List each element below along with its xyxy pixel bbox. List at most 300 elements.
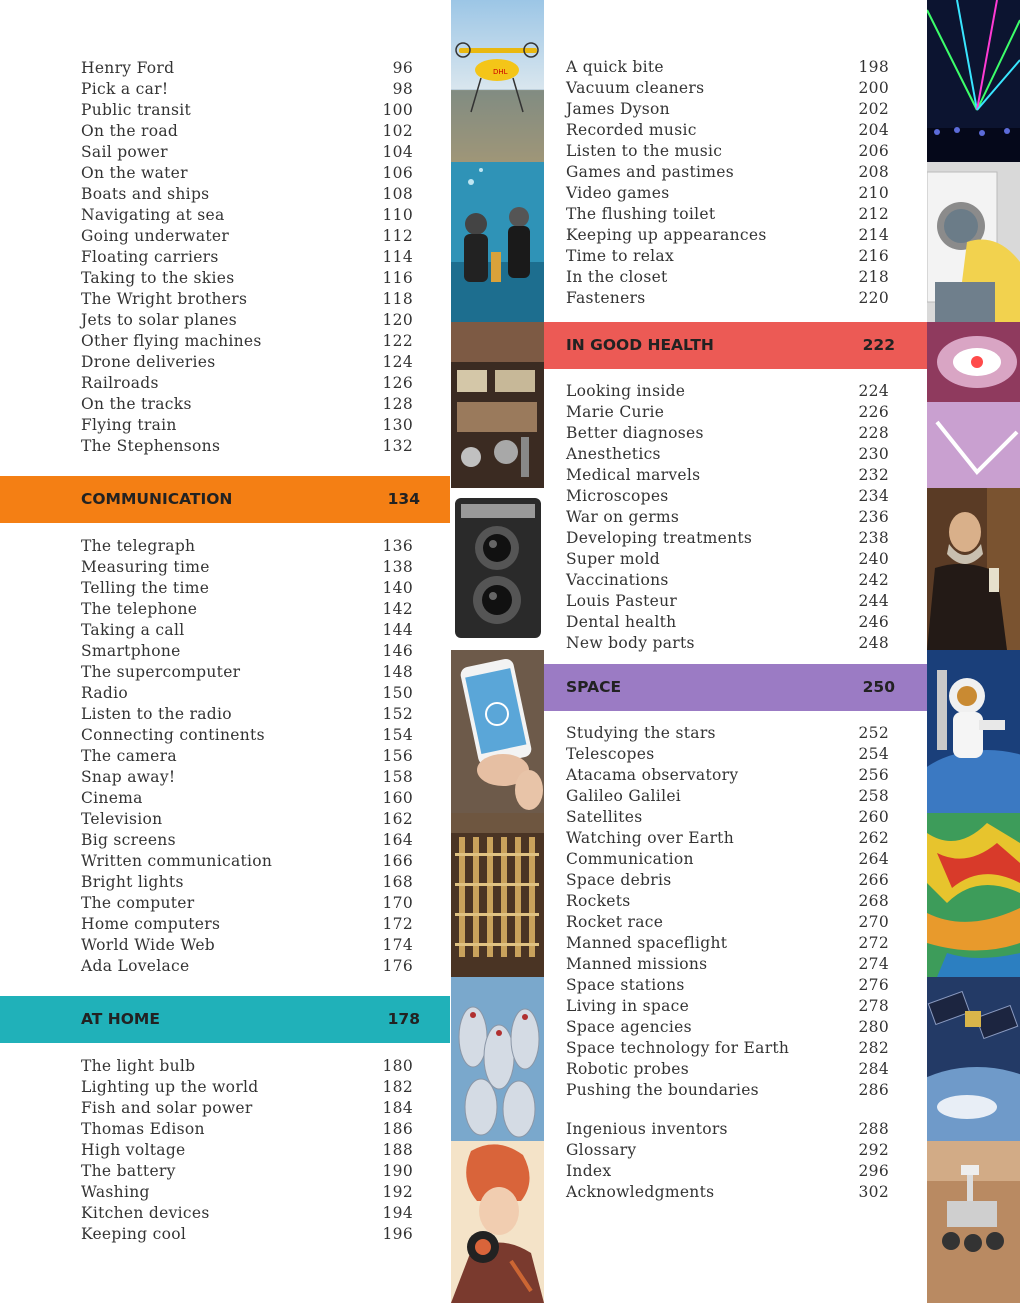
toc-entry-page: 212 [858, 205, 889, 223]
toc-entry-title: Floating carriers [81, 248, 219, 266]
toc-entry-page: 132 [382, 437, 413, 455]
toc-entry-page: 248 [858, 634, 889, 652]
toc-entry-title: Vaccinations [566, 571, 669, 589]
toc-entry-title: Robotic probes [566, 1060, 689, 1078]
toc-entry-page: 264 [858, 850, 889, 868]
toc-entry-title: Smartphone [81, 642, 181, 660]
toc-entry-title: Better diagnoses [566, 424, 704, 442]
toc-entry [566, 1038, 889, 1059]
toc-entry-page: 278 [858, 997, 889, 1015]
toc-entry-title: Satellites [566, 808, 643, 826]
toc-entry-page: 282 [858, 1039, 889, 1057]
toc-entry [81, 557, 413, 578]
toc-entry [566, 633, 889, 654]
toc-entry-page: 114 [382, 248, 413, 266]
toc-entry-page: 272 [858, 934, 889, 952]
toc-entry-page: 216 [858, 247, 889, 265]
toc-entry-page: 252 [858, 724, 889, 742]
toc-entry-page: 142 [382, 600, 413, 618]
toc-entry-page: 146 [382, 642, 413, 660]
toc-entry [81, 599, 413, 620]
toc-entry [81, 1077, 413, 1098]
section-page: 178 [387, 1010, 420, 1028]
toc-entry [566, 381, 889, 402]
toc-entry [566, 723, 889, 744]
toc-entry-title: Railroads [81, 374, 159, 392]
toc-entry [81, 205, 413, 226]
toc-entry-page: 98 [392, 80, 413, 98]
toc-entry-title: Flying train [81, 416, 177, 434]
toc-entry [566, 267, 889, 288]
toc-entry-title: New body parts [566, 634, 695, 652]
art-deco-poster-illustration [451, 1141, 544, 1303]
toc-entry-title: Fish and solar power [81, 1099, 253, 1117]
toc-entry-page: 150 [382, 684, 413, 702]
toc-entry-title: Index [566, 1162, 612, 1180]
toc-entry-page: 138 [382, 558, 413, 576]
toc-entry-title: Glossary [566, 1141, 637, 1159]
toc-entry-page: 254 [858, 745, 889, 763]
astronaut-spacewalk-photo [927, 650, 1020, 813]
toc-entry [81, 1119, 413, 1140]
toc-entry-title: Radio [81, 684, 128, 702]
toc-entry-title: Recorded music [566, 121, 697, 139]
toc-entry [81, 121, 413, 142]
toc-entry-page: 284 [858, 1060, 889, 1078]
center-photo-strip [451, 0, 544, 1303]
toc-entry [566, 57, 889, 78]
toc-entry-title: On the tracks [81, 395, 192, 413]
scuba-divers-photo [451, 162, 544, 322]
toc-entry-title: Other flying machines [81, 332, 262, 350]
toc-entry-page: 194 [382, 1204, 413, 1222]
toc-entry-page: 96 [392, 59, 413, 77]
toc-entry [566, 1017, 889, 1038]
toc-entry-page: 180 [382, 1057, 413, 1075]
toc-entry-title: In the closet [566, 268, 668, 286]
toc-entry [566, 570, 889, 591]
toc-entry-title: Looking inside [566, 382, 686, 400]
toc-entry [566, 99, 889, 120]
toc-entry [81, 809, 413, 830]
toc-entry-page: 286 [858, 1081, 889, 1099]
toc-entry-title: World Wide Web [81, 936, 216, 954]
toc-entry-title: Galileo Galilei [566, 787, 682, 805]
louis-pasteur-painting [927, 488, 1020, 650]
toc-entry-title: Going underwater [81, 227, 230, 245]
toc-entry [81, 704, 413, 725]
toc-entry [81, 914, 413, 935]
toc-entry [566, 996, 889, 1017]
toc-entry [81, 226, 413, 247]
toc-entry-title: Public transit [81, 101, 192, 119]
toc-entry-title: Jets to solar planes [81, 311, 238, 329]
toc-entry-title: Atacama observatory [566, 766, 739, 784]
toc-entry-title: The battery [81, 1162, 176, 1180]
toc-entry [566, 486, 889, 507]
toc-entry [81, 415, 413, 436]
toc-entry [81, 872, 413, 893]
toc-entry [81, 1224, 413, 1245]
toc-entry-title: High voltage [81, 1141, 186, 1159]
toc-entry-page: 112 [382, 227, 413, 245]
toc-entry [566, 120, 889, 141]
toc-entry-title: Pick a car! [81, 80, 169, 98]
toc-entry-title: Acknowledgments [566, 1183, 715, 1201]
toc-entry-page: 158 [382, 768, 413, 786]
toc-entry [81, 725, 413, 746]
toc-entry [81, 331, 413, 352]
toc-entry-title: Sail power [81, 143, 168, 161]
toc-entry [566, 1119, 889, 1140]
section-page: 134 [387, 490, 420, 508]
toc-entry [81, 893, 413, 914]
toc-entry-page: 130 [382, 416, 413, 434]
toc-entry [81, 851, 413, 872]
toc-entry [81, 746, 413, 767]
toc-entry-page: 104 [382, 143, 413, 161]
toc-entry-page: 160 [382, 789, 413, 807]
section-page: 222 [862, 336, 895, 354]
toc-entry-page: 154 [382, 726, 413, 744]
toc-entry [566, 528, 889, 549]
toc-entry-title: Thomas Edison [81, 1120, 205, 1138]
toc-entry-title: Keeping up appearances [566, 226, 767, 244]
toc-entry-page: 192 [382, 1183, 413, 1201]
toc-entry-page: 144 [382, 621, 413, 639]
toc-entry-title: The Wright brothers [81, 290, 248, 308]
toc-entry-title: Kitchen devices [81, 1204, 210, 1222]
toc-entry [81, 394, 413, 415]
section-title: COMMUNICATION [81, 490, 233, 508]
toc-entry-title: Lighting up the world [81, 1078, 259, 1096]
smartphone-fingerprint-photo [451, 650, 544, 813]
toc-entry-page: 214 [858, 226, 889, 244]
toc-entry [81, 100, 413, 121]
toc-entry-page: 120 [382, 311, 413, 329]
svg-text:DHL: DHL [493, 68, 508, 76]
toc-entry-page: 116 [382, 269, 413, 287]
toc-entry [566, 933, 889, 954]
laser-light-show-photo [927, 0, 1020, 162]
toc-entry-page: 102 [382, 122, 413, 140]
toc-entry-title: Super mold [566, 550, 660, 568]
toc-entry [566, 141, 889, 162]
toc-entry [566, 591, 889, 612]
toc-entry-page: 152 [382, 705, 413, 723]
toc-entry-title: Written communication [81, 852, 273, 870]
toc-entry-title: Boats and ships [81, 185, 210, 203]
toc-entry-page: 270 [858, 913, 889, 931]
section-band-in-good-health [544, 322, 927, 369]
toc-entry [566, 1161, 889, 1182]
toc-entry-page: 280 [858, 1018, 889, 1036]
toc-entry-page: 224 [858, 382, 889, 400]
toc-entry-page: 106 [382, 164, 413, 182]
toc-entry-title: War on germs [566, 508, 680, 526]
toc-entry-title: Studying the stars [566, 724, 716, 742]
toc-entry-title: Medical marvels [566, 466, 701, 484]
toc-entry-title: The telephone [81, 600, 198, 618]
toc-entry-title: Watching over Earth [566, 829, 734, 847]
toc-entry [566, 549, 889, 570]
toc-entry [81, 352, 413, 373]
toc-entry-page: 136 [382, 537, 413, 555]
toc-entry-title: Television [81, 810, 163, 828]
toc-entry-title: Anesthetics [566, 445, 661, 463]
toc-entry-page: 238 [858, 529, 889, 547]
toc-entry-title: Taking a call [81, 621, 185, 639]
toc-entry-page: 122 [382, 332, 413, 350]
toc-entry-title: Bright lights [81, 873, 184, 891]
toc-entry-title: Big screens [81, 831, 176, 849]
toc-entry [566, 183, 889, 204]
toc-entry-page: 208 [858, 163, 889, 181]
toc-entry-page: 262 [858, 829, 889, 847]
toc-entry-page: 296 [858, 1162, 889, 1180]
toc-entry [81, 662, 413, 683]
toc-entry [566, 612, 889, 633]
toc-entry-page: 288 [858, 1120, 889, 1138]
toc-entry-title: Living in space [566, 997, 690, 1015]
toc-entry [566, 162, 889, 183]
satellite-over-earth-photo [927, 977, 1020, 1141]
toc-entry-page: 228 [858, 424, 889, 442]
surgical-lamp-photo [927, 322, 1020, 488]
toc-entry-title: Fasteners [566, 289, 646, 307]
toc-entry-title: Taking to the skies [81, 269, 235, 287]
toc-entry [81, 641, 413, 662]
toc-entry-page: 230 [858, 445, 889, 463]
section-title: SPACE [566, 678, 622, 696]
toc-entry-title: Listen to the music [566, 142, 723, 160]
toc-entry-page: 196 [382, 1225, 413, 1243]
toc-entry [81, 142, 413, 163]
toc-entry-title: Games and pastimes [566, 163, 734, 181]
toc-entry-page: 256 [858, 766, 889, 784]
toc-entry-title: The telegraph [81, 537, 196, 555]
toc-entry-title: Microscopes [566, 487, 669, 505]
toc-entry-title: Connecting continents [81, 726, 265, 744]
fish-market-photo [451, 977, 544, 1141]
ship-control-panel-photo [451, 322, 544, 488]
toc-entry-page: 188 [382, 1141, 413, 1159]
toc-entry-page: 292 [858, 1141, 889, 1159]
toc-entry [566, 423, 889, 444]
terrain-map-image [927, 813, 1020, 977]
toc-entry-title: Henry Ford [81, 59, 175, 77]
toc-entry-title: Snap away! [81, 768, 176, 786]
toc-entry [81, 1056, 413, 1077]
section-title: AT HOME [81, 1010, 160, 1028]
toc-entry [81, 373, 413, 394]
toc-entry-title: Rockets [566, 892, 631, 910]
toc-entry [566, 246, 889, 267]
toc-entry-page: 108 [382, 185, 413, 203]
toc-entry-title: Ingenious inventors [566, 1120, 728, 1138]
toc-entry-title: A quick bite [566, 58, 664, 76]
toc-entry [81, 247, 413, 268]
toc-entry-page: 242 [858, 571, 889, 589]
toc-entry [81, 683, 413, 704]
toc-entry-page: 184 [382, 1099, 413, 1117]
toc-entry-title: Space debris [566, 871, 672, 889]
toc-entry-page: 210 [858, 184, 889, 202]
toc-entry-page: 110 [382, 206, 413, 224]
toc-entry-title: Space agencies [566, 1018, 692, 1036]
toc-entry [566, 975, 889, 996]
washing-machine-photo [927, 162, 1020, 322]
toc-entry-page: 166 [382, 852, 413, 870]
toc-entry-page: 204 [858, 121, 889, 139]
toc-entry-page: 236 [858, 508, 889, 526]
toc-entry [81, 536, 413, 557]
toc-entry-page: 190 [382, 1162, 413, 1180]
toc-entry-title: Home computers [81, 915, 221, 933]
toc-entry-page: 164 [382, 831, 413, 849]
toc-entry [566, 849, 889, 870]
toc-entry-page: 100 [382, 101, 413, 119]
toc-entry-page: 240 [858, 550, 889, 568]
toc-entry [81, 1140, 413, 1161]
section-band-at-home [0, 996, 450, 1043]
difference-engine-photo [451, 813, 544, 977]
toc-entry-title: Washing [81, 1183, 150, 1201]
section-band-space [544, 664, 927, 711]
toc-entry [81, 58, 413, 79]
toc-entry-title: Pushing the boundaries [566, 1081, 759, 1099]
toc-entry-title: The computer [81, 894, 195, 912]
toc-entry [566, 1059, 889, 1080]
toc-entry [81, 767, 413, 788]
drone-delivery-photo [451, 0, 544, 162]
toc-entry-page: 124 [382, 353, 413, 371]
toc-entry-title: James Dyson [566, 100, 670, 118]
toc-entry [81, 788, 413, 809]
toc-entry-title: Vacuum cleaners [566, 79, 705, 97]
toc-entry-page: 200 [858, 79, 889, 97]
toc-entry-page: 170 [382, 894, 413, 912]
toc-entry-title: Manned spaceflight [566, 934, 728, 952]
toc-entry-page: 276 [858, 976, 889, 994]
toc-entry-title: Louis Pasteur [566, 592, 678, 610]
toc-entry-title: The supercomputer [81, 663, 241, 681]
toc-entry-title: Space stations [566, 976, 685, 994]
toc-entry [566, 786, 889, 807]
toc-entry-page: 266 [858, 871, 889, 889]
toc-entry [81, 956, 413, 977]
toc-entry-title: Navigating at sea [81, 206, 225, 224]
toc-entry-page: 176 [382, 957, 413, 975]
toc-entry-title: On the water [81, 164, 188, 182]
section-page: 250 [862, 678, 895, 696]
toc-entry [81, 268, 413, 289]
toc-entry-title: Listen to the radio [81, 705, 232, 723]
toc-entry-title: Video games [566, 184, 670, 202]
toc-entry-page: 118 [382, 290, 413, 308]
toc-entry [566, 1182, 889, 1203]
toc-entry-title: Rocket race [566, 913, 664, 931]
toc-entry-page: 202 [858, 100, 889, 118]
section-title: IN GOOD HEALTH [566, 336, 714, 354]
toc-entry-page: 258 [858, 787, 889, 805]
toc-entry [566, 828, 889, 849]
toc-entry-page: 186 [382, 1120, 413, 1138]
toc-entry-page: 260 [858, 808, 889, 826]
toc-entry [566, 1080, 889, 1101]
toc-entry [81, 310, 413, 331]
toc-entry-title: The camera [81, 747, 177, 765]
toc-entry [81, 184, 413, 205]
toc-entry-page: 156 [382, 747, 413, 765]
toc-entry-title: Developing treatments [566, 529, 753, 547]
toc-entry-page: 172 [382, 915, 413, 933]
toc-entry [566, 912, 889, 933]
right-photo-strip [927, 0, 1020, 1303]
toc-entry-page: 244 [858, 592, 889, 610]
toc-entry-title: On the road [81, 122, 179, 140]
toc-entry [81, 1203, 413, 1224]
toc-entry-page: 174 [382, 936, 413, 954]
toc-entry [566, 870, 889, 891]
toc-entry-page: 302 [858, 1183, 889, 1201]
toc-entry-title: The light bulb [81, 1057, 196, 1075]
toc-entry-title: Telescopes [566, 745, 655, 763]
section-band-communication [0, 476, 450, 523]
toc-entry-title: Telling the time [81, 579, 210, 597]
toc-entry [81, 436, 413, 457]
toc-entry [566, 204, 889, 225]
toc-entry-page: 226 [858, 403, 889, 421]
toc-entry-page: 274 [858, 955, 889, 973]
toc-entry-page: 182 [382, 1078, 413, 1096]
toc-entry-page: 148 [382, 663, 413, 681]
toc-entry-title: Cinema [81, 789, 143, 807]
toc-entry [81, 79, 413, 100]
toc-entry [81, 935, 413, 956]
toc-entry [81, 1182, 413, 1203]
toc-entry-page: 128 [382, 395, 413, 413]
toc-entry-title: The flushing toilet [566, 205, 716, 223]
toc-entry-page: 268 [858, 892, 889, 910]
toc-entry-page: 140 [382, 579, 413, 597]
toc-entry [566, 402, 889, 423]
toc-entry [566, 744, 889, 765]
toc-entry [566, 288, 889, 309]
toc-entry-title: Marie Curie [566, 403, 665, 421]
toc-entry-title: Measuring time [81, 558, 210, 576]
toc-entry-page: 162 [382, 810, 413, 828]
toc-entry [81, 1098, 413, 1119]
toc-entry [566, 444, 889, 465]
mars-rover-photo [927, 1141, 1020, 1303]
toc-entry-page: 218 [858, 268, 889, 286]
toc-entry-title: Drone deliveries [81, 353, 216, 371]
toc-entry [566, 225, 889, 246]
toc-entry [566, 807, 889, 828]
toc-entry [81, 830, 413, 851]
toc-entry-page: 168 [382, 873, 413, 891]
toc-entry-page: 206 [858, 142, 889, 160]
toc-entry [81, 1161, 413, 1182]
toc-entry [81, 163, 413, 184]
toc-entry [81, 620, 413, 641]
toc-entry [81, 289, 413, 310]
toc-entry [566, 507, 889, 528]
toc-entry-title: Keeping cool [81, 1225, 187, 1243]
toc-entry-page: 126 [382, 374, 413, 392]
toc-entry-page: 232 [858, 466, 889, 484]
